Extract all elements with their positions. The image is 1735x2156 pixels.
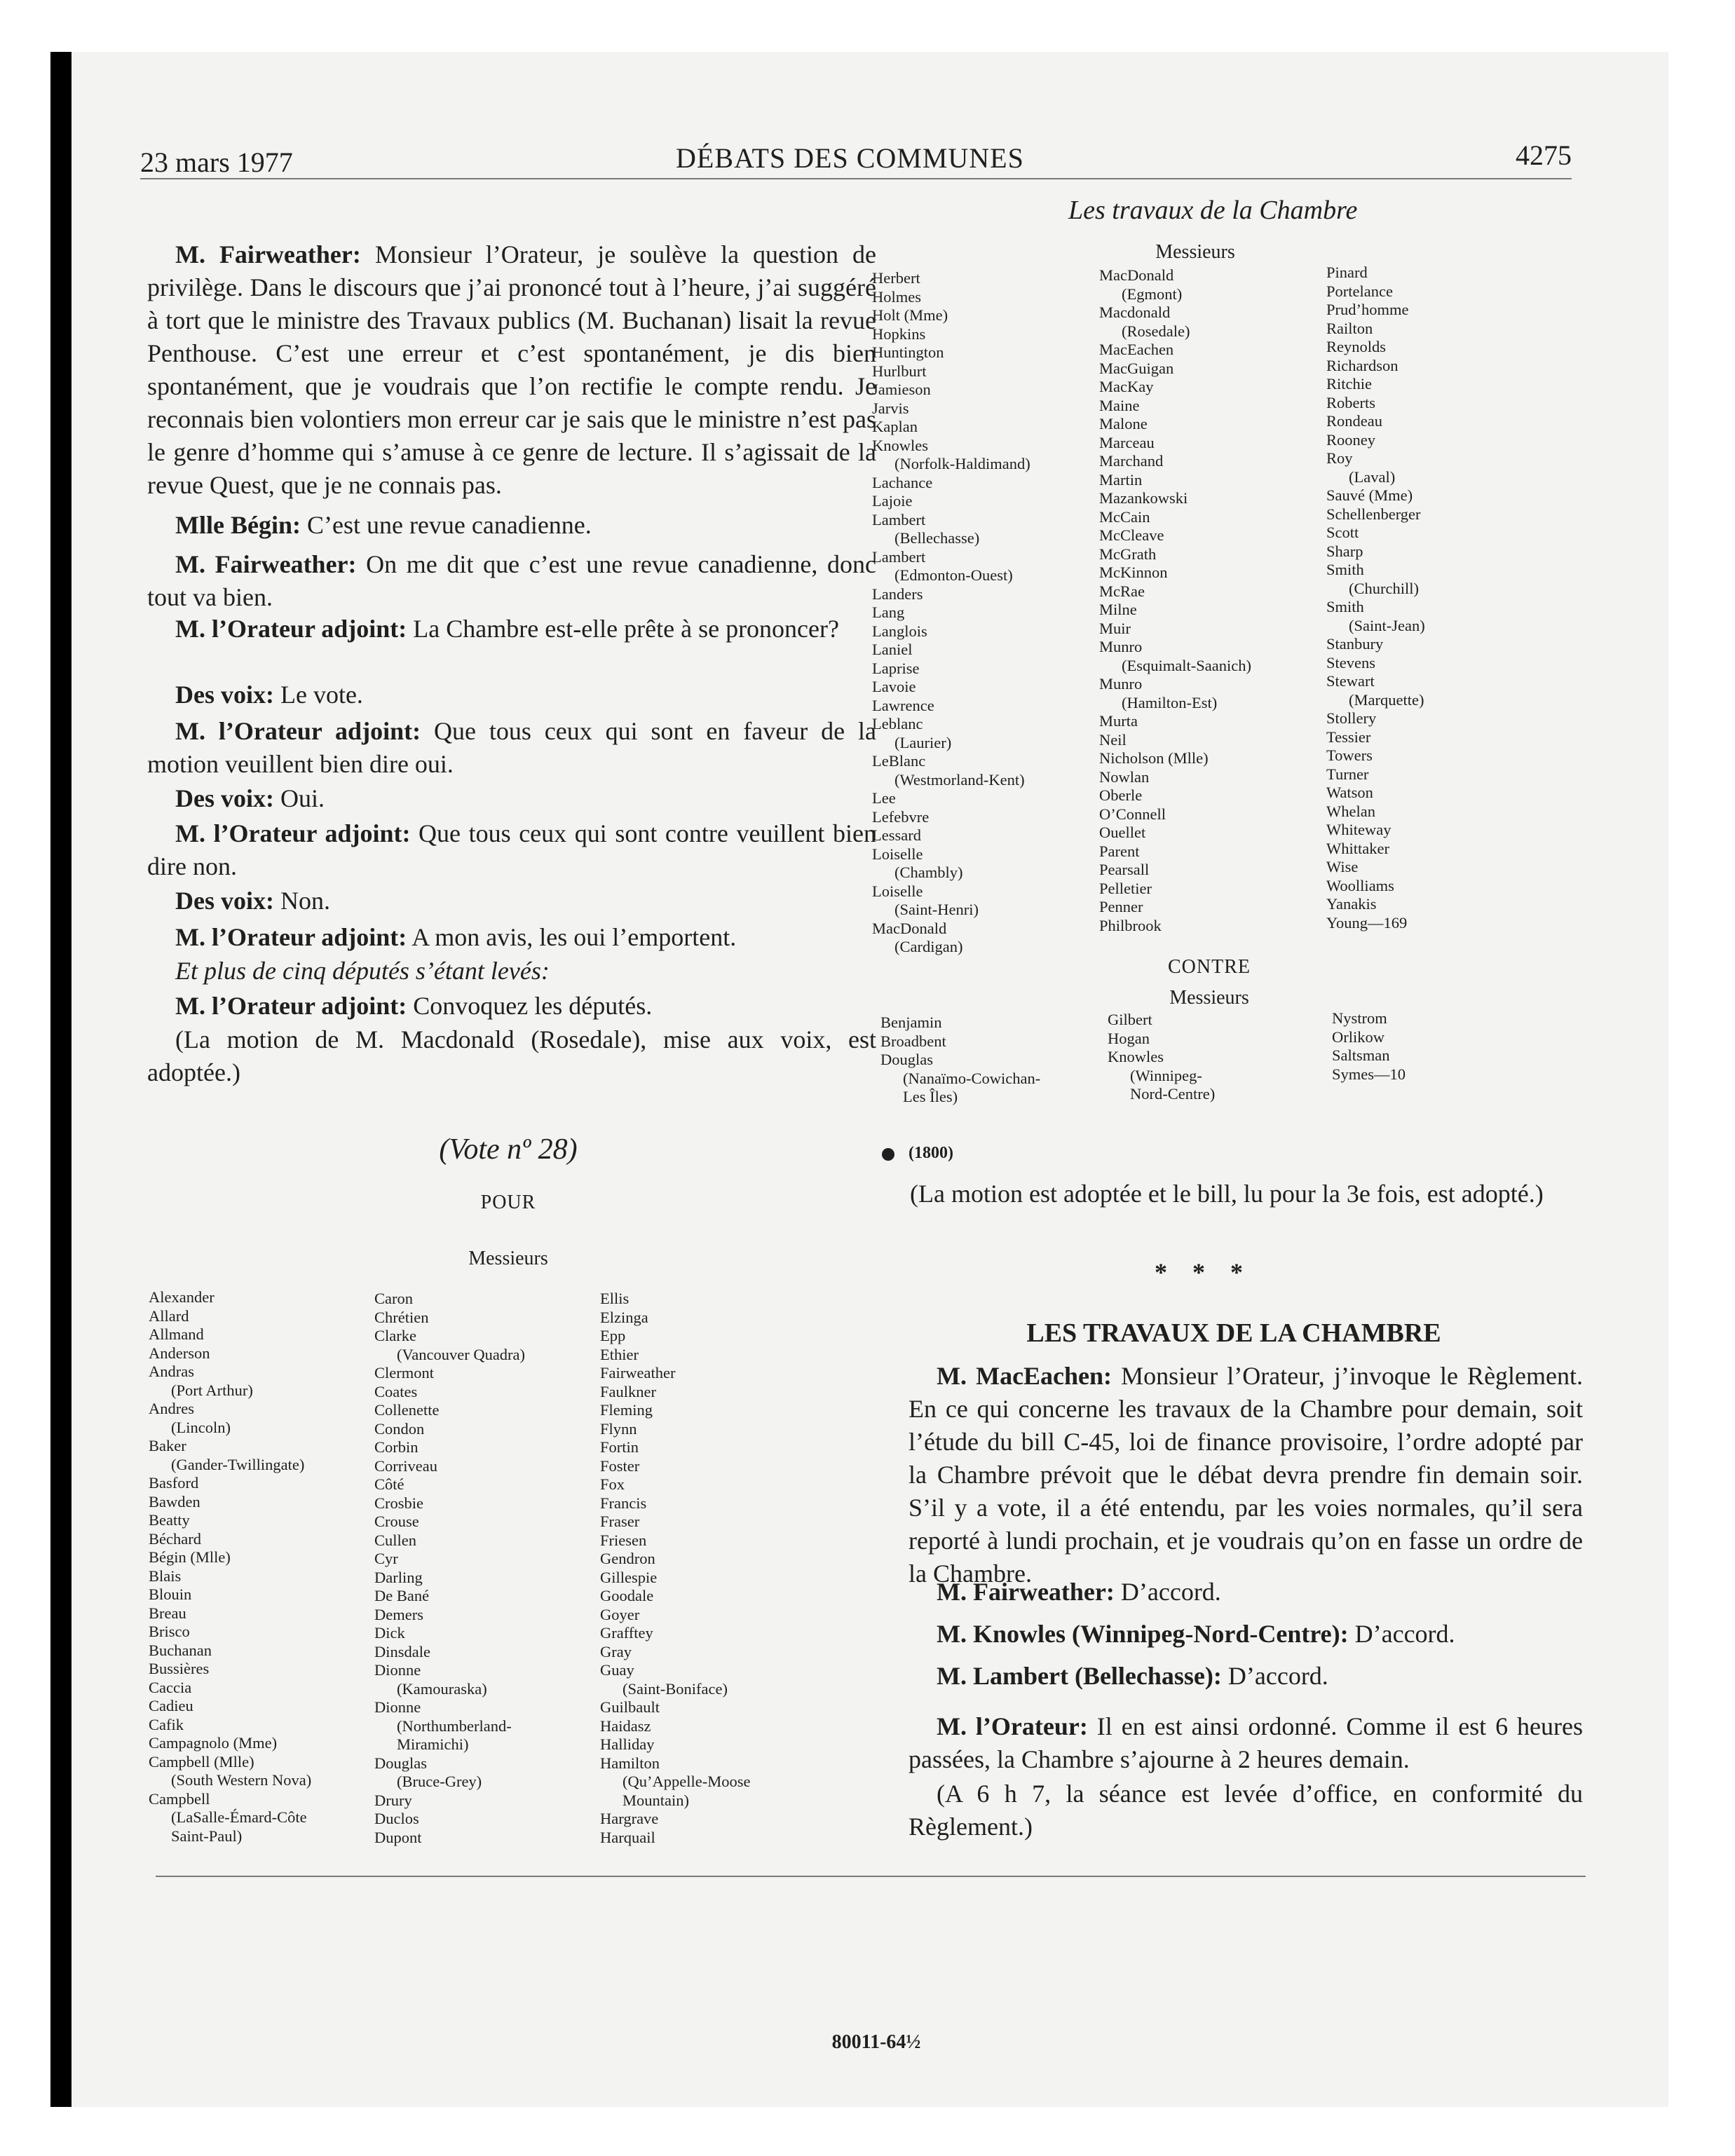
member-name: Fleming (600, 1401, 653, 1419)
member-name: Baker (149, 1437, 186, 1454)
member-name: Roberts (1326, 393, 1375, 411)
member-name: Laprise (872, 659, 920, 677)
speech: Convoquez les députés. (407, 992, 653, 1020)
member-name: Richardson (1326, 356, 1399, 374)
member-name: McRae (1099, 582, 1145, 600)
member-name: (Cardigan) (894, 938, 963, 955)
header-title: DÉBATS DES COMMUNES (676, 142, 1024, 174)
member-name: Pelletier (1099, 879, 1152, 897)
member-name: Reynolds (1326, 338, 1387, 355)
member-name: Murta (1099, 712, 1138, 730)
contre-names-col-1 (880, 1014, 1040, 1107)
member-name: (Rosedale) (1122, 322, 1190, 340)
member-name: Blais (149, 1567, 182, 1585)
member-name: Whiteway (1326, 821, 1392, 838)
member-name: (Edmonton-Ouest) (894, 566, 1013, 584)
member-name: Parent (1099, 842, 1140, 860)
member-name: Guilbault (600, 1698, 660, 1716)
member-name: (Gander-Twillingate) (171, 1455, 305, 1473)
member-name: Munro (1099, 675, 1143, 692)
member-name: Hurlburt (872, 362, 927, 380)
member-name: McCain (1099, 507, 1150, 526)
pour-names-col-2 (374, 1290, 525, 1847)
member-name: Marceau (1099, 433, 1155, 451)
member-name: Condon (374, 1419, 425, 1438)
paragraph-orateur-1 (147, 613, 876, 646)
member-name: Hogan (1108, 1029, 1150, 1047)
paragraph-fairweather-1 (147, 238, 876, 502)
member-name: Stevens (1326, 653, 1375, 671)
member-name: Lajoie (872, 492, 913, 510)
member-name: Maine (1099, 396, 1140, 414)
member-name: MacEachen (1099, 341, 1174, 358)
member-name: Fortin (600, 1438, 639, 1456)
member-name: MacGuigan (1099, 359, 1174, 377)
member-name: Goyer (600, 1605, 640, 1623)
member-name: (Port Arthur) (171, 1381, 253, 1399)
member-name: Dionne (374, 1661, 421, 1679)
member-name: (Lincoln) (171, 1418, 231, 1436)
member-name: (Esquimalt-Saanich) (1122, 656, 1251, 674)
speech: Non. (273, 887, 330, 915)
member-name: Corriveau (374, 1456, 437, 1475)
member-name: Knowles (1108, 1048, 1164, 1065)
member-name: Penner (1099, 898, 1143, 915)
member-name: Caron (374, 1290, 413, 1307)
member-name: (Winnipeg- (1130, 1066, 1202, 1084)
member-name: (Marquette) (1349, 690, 1424, 709)
member-name: Sauvé (Mme) (1326, 486, 1413, 504)
member-name: LeBlanc (872, 752, 926, 770)
member-name: Alexander (149, 1288, 215, 1306)
paragraph-fairweather-2 (147, 548, 876, 614)
speech: Que tous ceux qui sont contre veuillent bien dire non. (147, 819, 876, 880)
motion-text: (La motion est adoptée et le bill, lu pour la 3e fois, est adopté.) (910, 1180, 1544, 1208)
member-name: Basford (149, 1474, 199, 1492)
member-name: McKinnon (1099, 564, 1168, 581)
member-name: Tessier (1326, 728, 1371, 746)
member-name: Nord-Centre) (1130, 1085, 1216, 1103)
speaker: M. l’Orateur adjoint: (175, 923, 407, 951)
vote-title: (Vote nº 28) (439, 1133, 578, 1166)
member-name: Kaplan (872, 418, 918, 435)
member-name: Allmand (149, 1325, 204, 1343)
member-name: (Qu’Appelle-Moose (622, 1773, 751, 1790)
member-name: Symes—10 (1332, 1065, 1406, 1083)
speaker: M. Lambert (Bellechasse): (937, 1662, 1222, 1690)
member-name: (Saint-Henri) (894, 901, 979, 918)
member-name: Bussières (149, 1660, 210, 1677)
paragraph-voix-3 (147, 885, 876, 917)
speech: Que tous ceux qui sont en faveur de la motion veuillent bien dire oui. (147, 717, 876, 778)
pour-names-col-4 (872, 269, 1030, 957)
member-name: Yanakis (1326, 895, 1377, 913)
pour-names-col-1 (149, 1288, 311, 1845)
member-name: Cyr (374, 1550, 398, 1567)
member-name: Francis (600, 1494, 647, 1512)
member-name: Caccia (149, 1678, 192, 1696)
member-name: Schellenberger (1326, 505, 1421, 523)
paragraph-orateur-5 (147, 990, 876, 1023)
member-name: Nowlan (1099, 767, 1150, 786)
member-name: (Laval) (1349, 468, 1396, 486)
member-name: Corbin (374, 1438, 419, 1456)
member-name: Miramichi) (397, 1735, 469, 1753)
speaker: M. l’Orateur adjoint: (175, 615, 407, 643)
member-name: McGrath (1099, 545, 1157, 563)
member-name: Huntington (872, 343, 944, 361)
member-name: Gilbert (1108, 1011, 1152, 1028)
member-name: Halliday (600, 1735, 655, 1753)
member-name: Les Îles) (903, 1088, 958, 1105)
member-name: Jamieson (872, 381, 931, 398)
member-name: Pinard (1326, 264, 1368, 281)
member-name: Foster (600, 1456, 640, 1475)
member-name: Lambert (872, 510, 926, 528)
member-name: Mazankowski (1099, 489, 1188, 507)
bullet-dot (882, 1148, 894, 1161)
member-name: Portelance (1326, 282, 1393, 300)
speaker: Des voix: (175, 681, 274, 709)
member-name: (Norfolk-Haldimand) (894, 455, 1030, 472)
member-name: Stewart (1326, 672, 1375, 690)
member-name: Young—169 (1326, 913, 1408, 932)
member-name: Campagnolo (Mme) (149, 1734, 278, 1752)
member-name: Epp (600, 1327, 626, 1344)
member-name: Railton (1326, 319, 1373, 337)
member-name: Smith (1326, 561, 1364, 578)
paragraph-voix-1 (147, 678, 876, 711)
member-name: Duclos (374, 1810, 419, 1827)
member-name: Lee (872, 789, 896, 807)
speech: C’est une revue canadienne. (300, 511, 592, 539)
member-name: Lavoie (872, 678, 916, 695)
member-name: Rooney (1326, 430, 1375, 449)
member-name: Ouellet (1099, 824, 1146, 841)
member-name: Bégin (Mlle) (149, 1548, 231, 1566)
member-name: (Chambly) (894, 864, 963, 881)
member-name: Munro (1099, 638, 1143, 655)
member-name: Coates (374, 1382, 418, 1400)
member-name: MacDonald (872, 919, 947, 937)
member-name: Smith (1326, 598, 1364, 615)
member-name: (Hamilton-Est) (1122, 693, 1218, 711)
speaker: M. MacEachen: (937, 1362, 1113, 1390)
member-name: Malone (1099, 415, 1148, 432)
member-name: MacKay (1099, 378, 1154, 395)
vote-pour-messieurs: Messieurs (468, 1248, 548, 1269)
member-name: Faulkner (600, 1382, 656, 1400)
member-name: (South Western Nova) (171, 1771, 312, 1789)
member-name: Harquail (600, 1828, 655, 1846)
member-name: Woolliams (1326, 876, 1394, 894)
contre-names-col-2 (1108, 1011, 1215, 1104)
speech: Le vote. (273, 681, 363, 709)
member-name: Broadbent (880, 1032, 946, 1050)
member-name: Béchard (149, 1529, 201, 1548)
member-name: Milne (1099, 601, 1137, 618)
member-name: (Laurier) (894, 733, 952, 751)
member-name: Buchanan (149, 1641, 212, 1659)
member-name: Clarke (374, 1327, 416, 1344)
member-name: Dionne (374, 1698, 421, 1716)
member-name: Lachance (872, 473, 933, 491)
member-name: Hopkins (872, 325, 926, 343)
member-name: Anderson (149, 1344, 210, 1362)
member-name: Douglas (374, 1754, 427, 1772)
member-name: Lefebvre (872, 807, 930, 826)
member-name: Hargrave (600, 1810, 659, 1827)
scan-edge (50, 52, 72, 2107)
member-name: Darling (374, 1568, 423, 1586)
member-name: Watson (1326, 784, 1373, 801)
member-name: Scott (1326, 524, 1359, 541)
member-name: (Nanaïmo-Cowichan- (903, 1069, 1041, 1087)
pour-names-col-5 (1099, 266, 1251, 935)
member-name: Knowles (872, 436, 928, 454)
section-divider-stars: * * * (1155, 1258, 1243, 1286)
speech: D’accord. (1348, 1620, 1455, 1648)
paragraph-motion-adopted (147, 1023, 876, 1089)
member-name: (Westmorland-Kent) (894, 770, 1025, 789)
pour-names-col-3 (600, 1290, 750, 1847)
member-name: Ethier (600, 1345, 639, 1363)
speaker: Mlle Bégin: (175, 511, 301, 539)
member-name: Benjamin (880, 1014, 942, 1031)
member-name: Leblanc (872, 715, 923, 732)
paragraph-maceachen (909, 1360, 1583, 1590)
member-name: Collenette (374, 1401, 440, 1419)
paragraph-orateur-6 (909, 1710, 1583, 1776)
paragraph-adjournment (909, 1778, 1583, 1843)
member-name: Whittaker (1326, 839, 1389, 857)
member-name: (Vancouver Quadra) (397, 1345, 526, 1363)
header-rule (140, 178, 1572, 179)
member-name: Mountain) (622, 1791, 689, 1809)
member-name: Herbert (872, 269, 920, 287)
member-name: Dick (374, 1624, 405, 1642)
motion-adopted-bill (882, 1178, 1583, 1210)
vote-contre-heading: CONTRE (1168, 956, 1251, 978)
member-name: Whelan (1326, 802, 1375, 820)
member-name: (Bruce-Grey) (397, 1773, 482, 1790)
member-name: (Kamouraska) (397, 1679, 487, 1698)
member-name: Gray (600, 1642, 632, 1660)
member-name: Wise (1326, 858, 1359, 875)
member-name: Beatty (149, 1511, 190, 1529)
member-name: Ellis (600, 1290, 630, 1307)
member-name: Gendron (600, 1550, 655, 1567)
speaker: M. Fairweather: (175, 550, 357, 578)
member-name: Cullen (374, 1531, 416, 1549)
member-name: (Egmont) (1122, 285, 1183, 303)
vote-pour-heading: POUR (480, 1192, 536, 1213)
member-name: Pearsall (1099, 861, 1150, 878)
member-name: Stanbury (1326, 635, 1384, 653)
speaker: M. l’Orateur adjoint: (175, 717, 421, 745)
member-name: Towers (1326, 746, 1373, 764)
member-name: (LaSalle-Émard-Côte (171, 1808, 307, 1826)
member-name: Andras (149, 1363, 194, 1380)
paragraph-knowles (909, 1618, 1583, 1651)
member-name: (Saint-Jean) (1349, 616, 1425, 634)
speaker: Des voix: (175, 784, 274, 812)
member-name: Martin (1099, 470, 1143, 489)
speaker: M. l’Orateur adjoint: (175, 992, 407, 1020)
paragraph-orateur-4 (147, 921, 876, 954)
speech: Monsieur l’Orateur, j’invoque le Règlement. En ce qui concerne les travaux de la Chambre pour demain, soit l’étude du bill C-45, loi de finance provisoire, l’ordre adopté par la Chambre prévoit que le débat devra prendre fin demain soir. S’il y a vote, il a été entendu, par les voies normales, qu’il sera reporté à lundi prochain, et je voudrais qu’on en fasse un ordre de la Chambre. (909, 1362, 1584, 1588)
member-name: Crouse (374, 1513, 419, 1530)
paragraph-orateur-2 (147, 715, 876, 781)
paragraph-voix-2 (147, 782, 876, 815)
member-name: Laniel (872, 641, 913, 658)
header-date: 23 mars 1977 (140, 146, 293, 178)
vote-contre-messieurs: Messieurs (1169, 987, 1249, 1009)
section-title: LES TRAVAUX DE LA CHAMBRE (1026, 1318, 1441, 1348)
speaker: M. Fairweather: (175, 240, 361, 268)
running-title: Les travaux de la Chambre (1068, 196, 1358, 225)
member-name: Holt (Mme) (872, 306, 948, 324)
member-name: Rondeau (1326, 412, 1382, 430)
member-name: Muir (1099, 619, 1131, 637)
member-name: Elzinga (600, 1308, 648, 1326)
member-name: Fraser (600, 1513, 640, 1530)
speech: Monsieur l’Orateur, je soulève la question de privilège. Dans le discours que j’ai prononcé tout à l’heure, j’ai suggéré à tort que le ministre des Travaux publics (M. Buchanan) lisait la revue Penthouse. C’est une erreur et c’est spontanément, je dis bien spontanément, que je voudrais que l’on rectifie le compte rendu. Je reconnais bien volontiers mon erreur car je sais que le ministre n’est pas le genre d’homme qui s’amuse à ce genre de lecture. Il s’agissait de la revue Quest, que je ne connais pas. (147, 240, 876, 499)
member-name: Ritchie (1326, 375, 1372, 393)
speech: D’accord. (1221, 1662, 1328, 1690)
member-name: Blouin (149, 1585, 192, 1603)
speech: On me dit que c’est une revue canadienne, donc tout va bien. (147, 550, 876, 611)
speech: La Chambre est-elle prête à se prononcer? (407, 615, 839, 643)
member-name: Lawrence (872, 696, 934, 714)
member-name: Sharp (1326, 542, 1363, 560)
member-name: Prud’homme (1326, 301, 1409, 318)
member-name: Langlois (872, 622, 927, 640)
member-name: Oberle (1099, 786, 1143, 804)
contre-names-col-3 (1332, 1009, 1406, 1084)
member-name: Philbrook (1099, 916, 1162, 934)
member-name: MacDonald (1099, 266, 1174, 284)
member-name: Breau (149, 1604, 186, 1622)
speech: Et plus de cinq députés s’étant levés: (175, 957, 550, 985)
member-name: Loiselle (872, 882, 923, 900)
member-name: (Churchill) (1349, 579, 1419, 597)
speech: (La motion de M. Macdonald (Rosedale), mise aux voix, est adoptée.) (147, 1025, 876, 1086)
member-name: Grafftey (600, 1624, 653, 1642)
speech: (A 6 h 7, la séance est levée d’office, en conformité du Règlement.) (909, 1780, 1583, 1841)
speaker: Des voix: (175, 887, 274, 915)
speaker: M. l’Orateur adjoint: (175, 819, 411, 847)
speaker: M. l’Orateur: (937, 1712, 1088, 1740)
footer-rule (156, 1876, 1586, 1877)
member-name: Goodale (600, 1587, 654, 1604)
member-name: Haidasz (600, 1717, 651, 1735)
speaker: M. Fairweather: (937, 1578, 1115, 1606)
member-name: Nystrom (1332, 1009, 1387, 1027)
member-name: Crosbie (374, 1494, 423, 1512)
paragraph-begin (147, 509, 876, 542)
right-messieurs-heading: Messieurs (1155, 241, 1235, 263)
member-name: Fox (600, 1475, 625, 1493)
header-page-number: 4275 (1516, 139, 1572, 171)
member-name: Dupont (374, 1828, 422, 1846)
member-name: Bawden (149, 1492, 200, 1510)
paragraph-lambert (909, 1660, 1583, 1693)
time-marker: (1800) (909, 1144, 953, 1162)
member-name: Roy (1326, 449, 1353, 467)
member-name: Drury (374, 1791, 412, 1809)
member-name: Stollery (1326, 709, 1377, 727)
member-name: Cafik (149, 1715, 184, 1733)
member-name: Allard (149, 1306, 189, 1325)
member-name: De Bané (374, 1587, 430, 1604)
member-name: Dinsdale (374, 1642, 430, 1660)
member-name: McCleave (1099, 526, 1164, 544)
member-name: Nicholson (Mlle) (1099, 749, 1209, 767)
member-name: Demers (374, 1605, 423, 1623)
member-name: (Saint-Boniface) (622, 1679, 728, 1698)
paragraph-fairweather-3 (909, 1576, 1583, 1609)
member-name: Chrétien (374, 1308, 429, 1326)
member-name: Clermont (374, 1364, 434, 1381)
member-name: Campbell (Mlle) (149, 1752, 254, 1770)
member-name: Landers (872, 585, 923, 603)
paragraph-stage-direction (147, 955, 876, 988)
speech: Oui. (273, 784, 325, 812)
speech: D’accord. (1114, 1578, 1221, 1606)
speaker: M. Knowles (Winnipeg-Nord-Centre): (937, 1620, 1349, 1648)
member-name: Holmes (872, 287, 921, 306)
member-name: Brisco (149, 1623, 190, 1640)
member-name: Macdonald (1099, 303, 1171, 321)
member-name: Turner (1326, 765, 1369, 783)
speech: Il en est ainsi ordonné. Comme il est 6 heures passées, la Chambre s’ajourne à 2 heures demain. (909, 1712, 1583, 1773)
member-name: Loiselle (872, 845, 923, 863)
member-name: Lessard (872, 826, 921, 844)
member-name: Saint-Paul) (171, 1827, 243, 1845)
member-name: Gillespie (600, 1568, 658, 1586)
pour-names-col-6 (1326, 264, 1425, 932)
paragraph-orateur-3 (147, 817, 876, 883)
member-name: Campbell (149, 1789, 210, 1808)
member-name: Friesen (600, 1531, 647, 1549)
member-name: (Northumberland- (397, 1717, 512, 1735)
member-name: Cadieu (149, 1697, 193, 1714)
member-name: Saltsman (1332, 1046, 1390, 1064)
member-name: Orlikow (1332, 1028, 1384, 1046)
member-name: Guay (600, 1661, 634, 1679)
member-name: Douglas (880, 1051, 933, 1068)
member-name: Fairweather (600, 1364, 676, 1381)
member-name: (Bellechasse) (894, 529, 980, 547)
speech: A mon avis, les oui l’emportent. (407, 923, 737, 951)
footer-code: 80011-64½ (831, 2031, 921, 2053)
member-name: Andres (149, 1400, 194, 1417)
member-name: O’Connell (1099, 805, 1166, 823)
member-name: Jarvis (872, 399, 909, 417)
member-name: Marchand (1099, 452, 1164, 470)
member-name: Neil (1099, 730, 1127, 749)
member-name: Flynn (600, 1419, 637, 1438)
member-name: Lang (872, 603, 905, 621)
member-name: Hamilton (600, 1754, 660, 1772)
member-name: Côté (374, 1475, 404, 1493)
member-name: Lambert (872, 547, 926, 566)
